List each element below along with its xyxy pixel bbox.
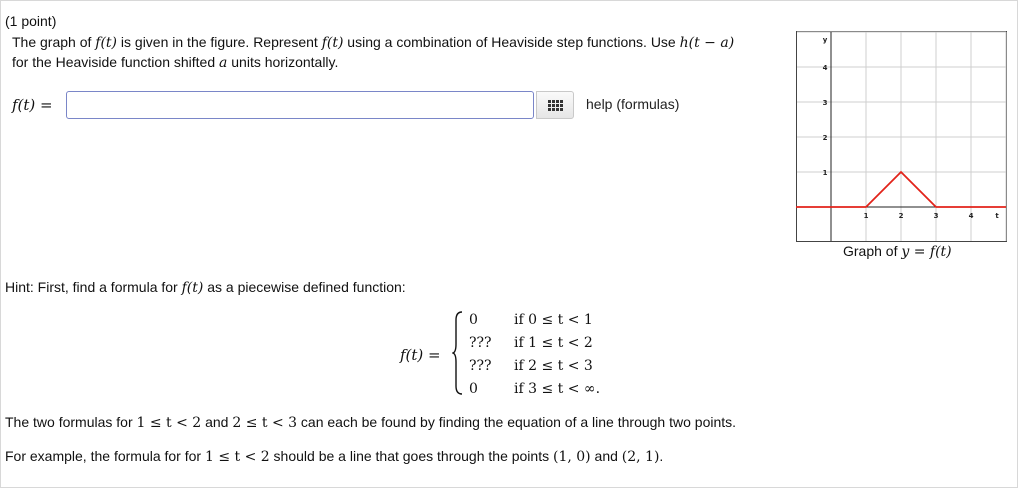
math-range: 1 ≤ t < 2 (136, 415, 202, 431)
x-axis-label: t (995, 212, 999, 220)
piecewise-condition: if 3 ≤ t < ∞. (514, 381, 601, 397)
function-graph (796, 31, 1007, 242)
footer-text: can each be found by finding the equation of a line through two points. (297, 414, 737, 430)
points-label: (1 point) (5, 13, 57, 29)
problem-text: for the Heaviside function shifted (12, 54, 220, 70)
piecewise-condition: if 2 ≤ t < 3 (514, 358, 593, 374)
piecewise-value: ??? (469, 358, 492, 374)
math-ft: f(t) (95, 35, 118, 51)
piecewise-lhs: f(t) = (400, 346, 441, 364)
left-brace (452, 310, 464, 396)
math-point: (1, 0) (553, 449, 591, 465)
hint-text: as a piecewise defined function: (203, 279, 406, 295)
piecewise-condition: if 0 ≤ t < 1 (514, 312, 593, 328)
caption-math: y = f(t) (901, 244, 952, 260)
grid-icon (548, 100, 563, 111)
x-tick-label: 2 (898, 212, 904, 220)
footer-text: and (201, 414, 233, 430)
footer-text: . (659, 448, 664, 464)
hint-text: Hint: First, find a formula for (5, 279, 182, 295)
footer-line-1 (5, 413, 736, 432)
math-ft: f(t) (321, 35, 344, 51)
footer-text: and (590, 448, 622, 464)
y-tick-label: 3 (822, 99, 828, 107)
footer-text: The two formulas for (5, 414, 137, 430)
hint-line (5, 278, 406, 297)
math-point: (2, 1) (621, 449, 660, 465)
problem-text: is given in the figure. Represent (117, 34, 322, 50)
y-tick-label: 4 (822, 64, 828, 72)
math-a: a (219, 55, 228, 71)
x-tick-label: 4 (968, 212, 974, 220)
problem-text: using a combination of Heaviside step functions. Use (343, 34, 680, 50)
graph-caption (843, 243, 952, 260)
problem-text: The graph of (12, 34, 96, 50)
equation-palette-button[interactable] (536, 91, 574, 119)
math-hta: h(t − a) (679, 35, 735, 51)
footer-text: For example, the formula for for (5, 448, 205, 464)
caption-text: Graph of (843, 243, 902, 259)
piecewise-value: 0 (469, 312, 478, 328)
x-tick-label: 3 (933, 212, 939, 220)
problem-text: units horizontally. (227, 54, 339, 70)
piecewise-value: ??? (469, 335, 492, 351)
graph-svg (796, 31, 1007, 242)
y-tick-label: 1 (822, 169, 828, 177)
math-range: 1 ≤ t < 2 (204, 449, 270, 465)
y-axis-label: y (822, 36, 828, 44)
answer-label: f(t) = (12, 96, 53, 114)
y-tick-label: 2 (822, 134, 828, 142)
math-ft: f(t) (181, 280, 204, 296)
problem-line-1 (12, 33, 734, 52)
problem-line-2 (12, 53, 338, 72)
piecewise-value: 0 (469, 381, 478, 397)
math-range: 2 ≤ t < 3 (232, 415, 298, 431)
help-formulas-link[interactable]: help (formulas) (586, 96, 680, 112)
answer-input[interactable] (66, 91, 534, 119)
footer-line-2 (5, 447, 663, 466)
footer-text: should be a line that goes through the points (269, 448, 553, 464)
x-tick-label: 1 (863, 212, 869, 220)
piecewise-condition: if 1 ≤ t < 2 (514, 335, 593, 351)
